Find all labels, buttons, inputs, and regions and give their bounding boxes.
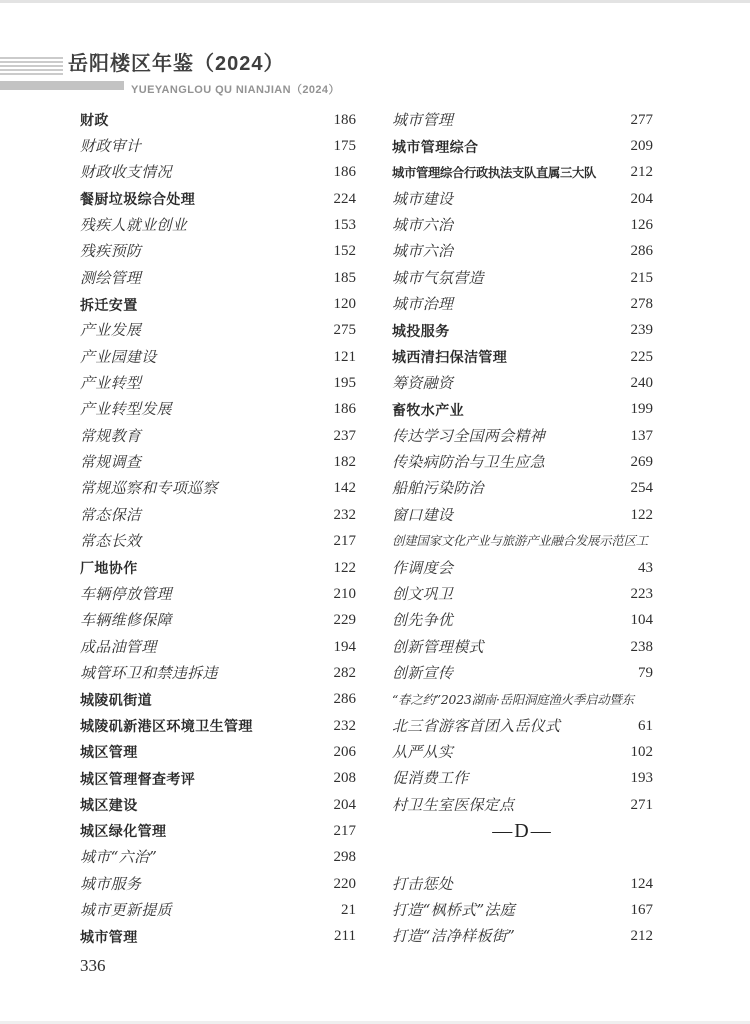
index-entry [392,660,653,686]
entry-title: 从严从实 [392,742,454,761]
entry-page-number: 277 [630,111,653,128]
entry-title: 创先争优 [392,611,454,630]
index-entry [80,634,356,660]
row-spacer [392,845,653,871]
entry-title: 厂地协作 [80,560,138,577]
index-entry [392,608,653,634]
entry-title: 常规巡察和专项巡察 [80,479,218,498]
entry-page-number: 217 [333,822,356,839]
entry-title: 成品油管理 [80,637,157,656]
entry-page-number: 240 [630,375,653,392]
entry-title: 畜牧水产业 [392,401,464,418]
entry-title: 传达学习全国两会精神 [392,426,546,445]
page-title: 岳阳楼区年鉴（2024） [68,53,285,75]
entry-page-number: 102 [630,743,653,760]
index-entry [392,766,653,792]
entry-title: 作调度会 [392,558,454,577]
index-entry [80,239,356,265]
entry-page-number: 186 [333,164,356,181]
entry-title: 城市管理 [80,928,138,945]
index-entry [80,476,356,502]
entry-title: 城区管理 [80,744,138,761]
header-bar-decoration [0,81,124,90]
entry-title: 北三省游客首团入岳仪式 [392,716,561,735]
entry-title: 船舶污染防治 [392,479,484,498]
entry-title: 城市更新提质 [80,900,172,919]
index-entry [80,608,356,634]
index-entry [392,160,653,186]
header-stripes-decoration [0,57,63,77]
entry-page-number: 186 [333,111,356,128]
entry-title: 残疾人就业创业 [80,216,188,235]
index-entry [392,423,653,449]
index-entry [80,265,356,291]
entry-title: 城市六治 [392,242,454,261]
index-entry [392,212,653,238]
entry-title: 城投服务 [392,322,450,339]
entry-page-number: 237 [333,427,356,444]
entry-title: 打造“枫桥式”法庭 [392,900,516,919]
entry-title: 城市管理综合 [392,138,479,155]
entry-page-number: 238 [630,638,653,655]
index-column-left [80,107,356,950]
entry-page-number: 182 [333,454,356,471]
entry-page-number: 21 [341,901,356,918]
entry-page-number: 175 [333,138,356,155]
entry-page-number: 186 [333,401,356,418]
entry-title: 城市气氛营造 [392,268,484,287]
entry-title: 餐厨垃圾综合处理 [80,191,196,208]
entry-title: 常态长效 [80,532,142,551]
index-entry [80,897,356,923]
entry-page-number: 282 [333,664,356,681]
index-entry [80,318,356,344]
entry-page-number: 79 [638,664,653,681]
index-entry [392,344,653,370]
index-entry [80,133,356,159]
index-entry [392,107,653,133]
entry-page-number: 225 [630,348,653,365]
entry-title: 财政 [80,112,109,129]
entry-page-number: 229 [333,612,356,629]
entry-title: 创新管理模式 [392,637,484,656]
entry-page-number: 215 [630,269,653,286]
index-entry [392,397,653,423]
entry-page-number: 269 [630,454,653,471]
entry-page-number: 275 [333,322,356,339]
index-entry [80,344,356,370]
page-subtitle: YUEYANGLOU QU NIANJIAN（2024） [131,84,340,96]
entry-page-number: 232 [333,717,356,734]
index-entry [392,529,653,555]
entry-page-number: 43 [638,559,653,576]
entry-title: 城西清扫保洁管理 [392,349,508,366]
entry-title: 窗口建设 [392,505,454,524]
index-entry [80,186,356,212]
page-number: 336 [80,956,106,975]
entry-page-number: 61 [638,717,653,734]
entry-page-number: 211 [334,928,356,945]
entry-page-number: 298 [333,849,356,866]
index-entry [392,581,653,607]
entry-page-number: 212 [630,928,653,945]
entry-page-number: 212 [630,164,653,181]
entry-page-number: 204 [333,796,356,813]
entry-page-number: 137 [630,427,653,444]
entry-page-number: 124 [630,875,653,892]
index-entry [392,476,653,502]
index-entry [80,581,356,607]
entry-title: 车辆停放管理 [80,584,172,603]
index-entry [80,397,356,423]
index-entry [392,924,653,950]
index-entry [392,291,653,317]
entry-page-number: 153 [333,217,356,234]
entry-page-number: 209 [630,138,653,155]
index-entry [80,212,356,238]
index-entry [392,265,653,291]
page-header [0,0,750,100]
index-entry [80,449,356,475]
entry-title: 筹资融资 [392,374,454,393]
index-entry [80,107,356,133]
entry-title: 城陵矶新港区环境卫生管理 [80,718,253,735]
entry-title: 产业转型发展 [80,400,172,419]
entry-page-number: 210 [333,585,356,602]
index-entry [80,555,356,581]
entry-title: 创建国家文化产业与旅游产业融合发展示范区工 [392,533,649,549]
entry-title: 产业园建设 [80,347,157,366]
index-entry [392,239,653,265]
entry-title: 常规教育 [80,426,142,445]
entry-title: 城市六治 [392,216,454,235]
index-entry [392,318,653,344]
index-column-right [392,107,653,950]
entry-title: 城区建设 [80,797,138,814]
entry-page-number: 217 [333,533,356,550]
entry-title: 打击惩处 [392,874,454,893]
section-heading: —D— [492,820,553,843]
entry-page-number: 286 [333,691,356,708]
index-entry [392,713,653,739]
entry-page-number: 239 [630,322,653,339]
index-entry [392,687,653,713]
index-entry [80,766,356,792]
entry-page-number: 271 [630,796,653,813]
entry-title: 创新宣传 [392,663,454,682]
entry-page-number: 122 [333,559,356,576]
index-entry [392,739,653,765]
entry-page-number: 120 [333,296,356,313]
index-entry [392,370,653,396]
entry-title: 城市服务 [80,874,142,893]
index-entry [392,871,653,897]
index-entry [80,739,356,765]
entry-page-number: 206 [333,743,356,760]
entry-page-number: 195 [333,375,356,392]
entry-page-number: 204 [630,190,653,207]
entry-page-number: 167 [630,901,653,918]
index-entry [392,133,653,159]
entry-title: 村卫生室医保定点 [392,795,515,814]
entry-page-number: 152 [333,243,356,260]
entry-page-number: 122 [630,506,653,523]
index-entry [80,529,356,555]
entry-title: 拆迁安置 [80,296,138,313]
entry-page-number: 126 [630,217,653,234]
index-entry [80,291,356,317]
index-entry [392,186,653,212]
entry-title: 城市治理 [392,295,454,314]
entry-page-number: 220 [333,875,356,892]
index-entry [80,792,356,818]
entry-title: 财政收支情况 [80,163,172,182]
entry-page-number: 232 [333,506,356,523]
entry-title: 常态保洁 [80,505,142,524]
index-entry [80,713,356,739]
index-entry [392,634,653,660]
index-entry [80,924,356,950]
entry-title: 促消费工作 [392,769,469,788]
index-entry [80,687,356,713]
entry-title: 测绘管理 [80,268,142,287]
entry-title: 创文巩卫 [392,584,454,603]
index-entry [80,423,356,449]
entry-title: 城市“六治” [80,848,158,867]
entry-title: 城区管理督查考评 [80,770,196,787]
entry-title: 财政审计 [80,137,142,156]
entry-page-number: 199 [630,401,653,418]
entry-title: 城市管理综合行政执法支队直属三大队 [392,165,596,180]
entry-page-number: 208 [333,770,356,787]
entry-title: 产业发展 [80,321,142,340]
index-entry [392,555,653,581]
index-entry [80,160,356,186]
entry-title: 传染病防治与卫生应急 [392,453,546,472]
entry-page-number: 286 [630,243,653,260]
entry-title: 车辆维修保障 [80,611,172,630]
entry-title: 残疾预防 [80,242,142,261]
entry-page-number: 185 [333,269,356,286]
entry-title: 城市建设 [392,189,454,208]
index-entry [80,660,356,686]
index-entry [80,845,356,871]
index-entry [392,897,653,923]
entry-page-number: 193 [630,770,653,787]
index-entry [80,818,356,844]
entry-title: 常规调查 [80,453,142,472]
index-entry [80,502,356,528]
entry-page-number: 278 [630,296,653,313]
entry-page-number: 194 [333,638,356,655]
entry-title: 产业转型 [80,374,142,393]
entry-title: 城区绿化管理 [80,823,167,840]
index-entry [392,449,653,475]
entry-page-number: 142 [333,480,356,497]
index-entry [392,502,653,528]
entry-title: 城陵矶街道 [80,691,152,708]
entry-title: 城管环卫和禁违拆违 [80,663,218,682]
index-entry [80,370,356,396]
entry-page-number: 254 [630,480,653,497]
entry-title: 城市管理 [392,110,454,129]
entry-title: 打造“洁净样板街” [392,927,516,946]
entry-page-number: 224 [333,190,356,207]
entry-page-number: 223 [630,585,653,602]
index-entry [392,792,653,818]
entry-page-number: 121 [333,348,356,365]
entry-page-number: 104 [630,612,653,629]
entry-title: “春之约”2023湖南·岳阳洞庭渔火季启动暨东 [392,691,634,707]
index-entry [80,871,356,897]
